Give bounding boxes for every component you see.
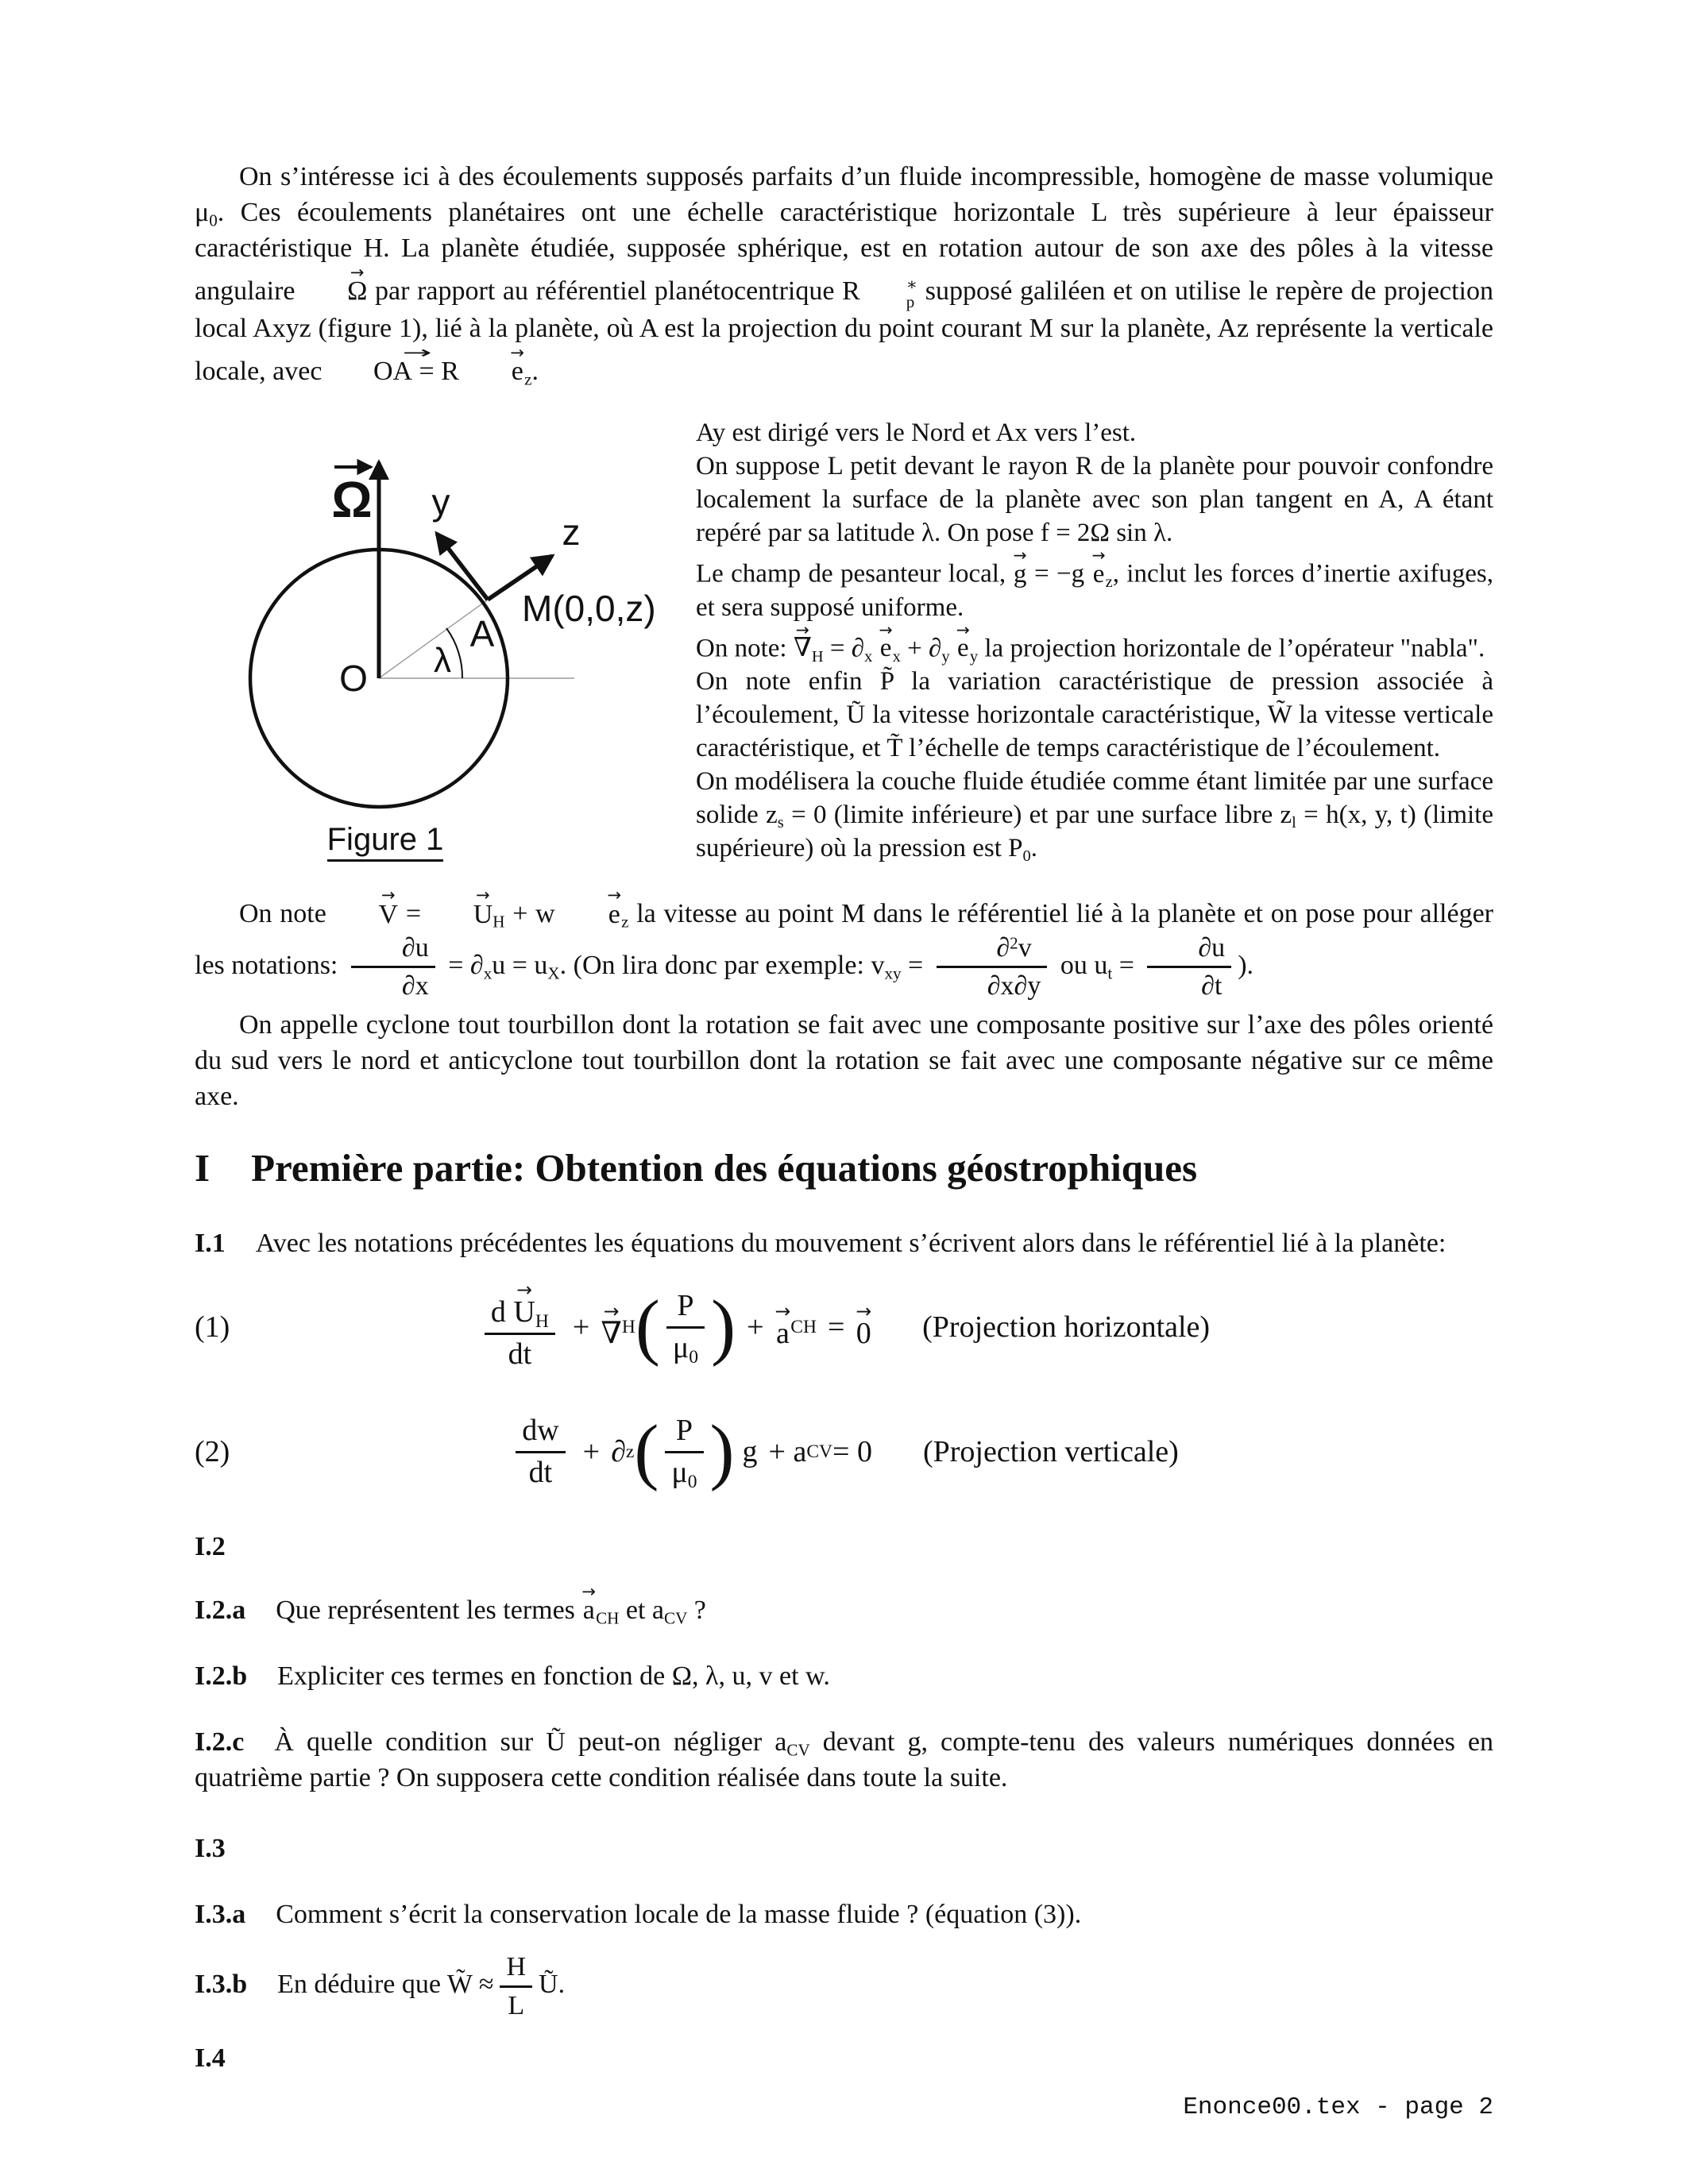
g-symbol: g	[1013, 559, 1027, 588]
question-text: devant g, compte-tenu des valeurs numériques données en quatrième partie ? On supposera cette condition réalisée dans toute la suite.	[195, 1727, 1493, 1792]
vector-arrow-icon: →	[603, 1300, 620, 1323]
text: = −g	[1026, 559, 1092, 588]
equation-1-note: (Projection horizontale)	[922, 1310, 1211, 1345]
question-I3b	[195, 1951, 1493, 2021]
vector-nabla-H	[601, 1300, 622, 1351]
vector-zero	[856, 1300, 872, 1351]
x-subscript: x	[864, 647, 873, 666]
question-number: I.2	[195, 1531, 226, 1561]
text: Le champ de pesanteur local,	[696, 559, 1014, 588]
denominator: ∂x∂y	[987, 971, 1041, 1001]
z-subscript: z	[621, 912, 629, 932]
denominator	[666, 1329, 705, 1366]
text: . Ces écoulements planétaires ont une échelle caractéristique horizontale L très supérieure à leur épaisseur caractéristique H. La planète étudiée, supposée sphérique, est en rotation autour de son axe des pôles à la vitesse angulaire	[195, 198, 1493, 307]
approx-symbol: ≈	[478, 1969, 494, 1999]
question-number: I.2.c	[195, 1727, 245, 1757]
numerator: H	[500, 1951, 532, 1988]
text: u = u	[492, 950, 548, 980]
vector-arrow-icon: →	[795, 619, 809, 639]
side-paragraph-6	[696, 765, 1493, 865]
text: supposé galiléen et on utilise le repère de projection local Axyz (figure 1), lié à la planète, où A est la projection du point courant M sur la planète, Az représente la verticale locale, avec	[195, 276, 1493, 386]
mu-symbol: μ	[672, 1330, 689, 1364]
question-number: I.4	[195, 2043, 226, 2074]
equation-1	[195, 1279, 1493, 1372]
vector-arrow-icon: →	[1013, 545, 1027, 565]
question-I2b	[195, 1658, 1493, 1694]
text: On modélisera la couche fluide étudiée comme étant limitée par une surface solide z	[696, 767, 1493, 830]
vector-ey	[956, 619, 970, 663]
text: + w	[504, 899, 563, 929]
omega-label: Ω	[331, 470, 373, 528]
e-symbol: e	[511, 356, 523, 386]
cyclone-definition-paragraph: On appelle cyclone tout tourbillon dont la rotation se fait avec une composante positive sur l’axe des pôles orienté du sud vers le nord et anticyclone tout tourbillon dont la rotation se fait avec une composante négative sur ce même axe.	[195, 1009, 1493, 1111]
text: =	[823, 634, 852, 663]
question-I3a	[195, 1897, 1493, 1932]
denominator: ∂t	[1201, 971, 1223, 1001]
numerator: P	[665, 1414, 703, 1453]
vector-nabla	[793, 619, 812, 663]
partial-symbol: ∂	[611, 1435, 626, 1469]
plus-a-term: + a	[768, 1435, 807, 1469]
z-subscript: z	[1105, 573, 1113, 591]
text: =	[398, 899, 429, 929]
vector-omega	[303, 262, 368, 307]
d2v-dxdy-fraction	[937, 932, 1048, 1002]
a-symbol: a	[775, 1317, 790, 1351]
text: la projection horizontale de l’opérateur "nabla".	[978, 634, 1485, 663]
z-subscript: z	[524, 369, 532, 389]
page-footer: Enonce00.tex - page 2	[1183, 2093, 1493, 2121]
vector-arrow-icon: →	[476, 885, 490, 905]
mu-subscript: 0	[209, 210, 218, 230]
e-symbol: e	[957, 634, 969, 663]
text: = R	[412, 356, 466, 386]
du-dx-fraction	[351, 932, 435, 1002]
vector-arrow-icon: →	[510, 341, 525, 362]
sup-star: ∗	[906, 274, 918, 294]
X-subscript: X	[547, 963, 560, 982]
equals-zero: = 0	[832, 1435, 872, 1469]
numerator: dw	[516, 1414, 565, 1453]
text: ).	[1238, 950, 1254, 980]
question-text: À quelle condition sur Ũ peut-on négliger a	[274, 1727, 787, 1757]
dw-dt-fraction	[516, 1414, 565, 1491]
mu-symbol: μ	[671, 1455, 688, 1489]
denominator: ∂x	[401, 971, 429, 1001]
equals-operator: =	[827, 1310, 845, 1345]
partial-y: ∂	[929, 634, 942, 663]
section-heading	[195, 1146, 1493, 1190]
CV-subscript: CV	[664, 1608, 688, 1628]
figure-and-sidetext-row	[195, 407, 1493, 865]
referential-supsub	[862, 276, 917, 311]
vector-V	[334, 885, 399, 929]
vector-a-CH	[581, 1580, 597, 1625]
vector-ez	[465, 341, 525, 386]
question-number: I.2.b	[195, 1661, 248, 1691]
question-I3	[195, 1831, 1493, 1866]
vector-ez	[1091, 545, 1106, 588]
text: .	[1030, 834, 1037, 863]
plus-operator: +	[582, 1435, 601, 1469]
vector-arrow-icon: →	[856, 1300, 872, 1323]
text: =	[901, 950, 930, 980]
H-subscript: H	[535, 1311, 549, 1333]
V-symbol: V	[378, 899, 399, 929]
numerator: ∂u	[351, 932, 435, 969]
l-subscript: l	[1292, 814, 1296, 832]
vector-UH	[429, 885, 493, 929]
x-subscript: x	[892, 647, 901, 666]
equation-1-label: (1)	[195, 1310, 230, 1345]
center-O-label: O	[339, 657, 368, 699]
vector-a-CH	[774, 1300, 791, 1351]
s-subscript: s	[777, 814, 784, 832]
point-M-label: M(0,0,z)	[522, 587, 656, 629]
CH-subscript: CH	[596, 1608, 620, 1628]
text: = 0 (limite inférieure) et par une surface libre z	[783, 801, 1292, 830]
text: la vitesse au point M dans le référentiel lié à la planète et on pose pour alléger les notations:	[195, 899, 1494, 980]
CV-subscript: CV	[786, 1740, 810, 1760]
referential-symbol: R	[842, 276, 860, 307]
P-mu0-fraction	[665, 1414, 703, 1491]
U-symbol: U	[473, 899, 493, 929]
text: On s’intéresse ici à des écoulements supposés parfaits d’un fluide incompressible, homogène de masse volumique	[239, 162, 1493, 191]
equation-2-note: (Projection verticale)	[922, 1435, 1179, 1469]
zero-subscript: 0	[687, 1471, 697, 1492]
text: On note:	[696, 634, 794, 663]
text: .	[531, 356, 539, 386]
side-paragraph-3	[696, 545, 1493, 624]
vector-g	[1013, 545, 1027, 588]
zero-subscript: 0	[689, 1346, 699, 1368]
plus-operator: +	[747, 1310, 764, 1345]
figure-caption-text: Figure 1	[327, 822, 444, 862]
question-I2	[195, 1529, 1493, 1565]
section-title: Première partie: Obtention des équations géostrophiques	[251, 1145, 1198, 1190]
v-symbol: v	[1018, 932, 1032, 963]
z-axis-label: z	[562, 511, 581, 553]
text: =	[1112, 950, 1141, 980]
figure-side-text	[696, 407, 1493, 865]
partial-x: ∂	[851, 634, 865, 663]
H-L-fraction	[500, 1951, 532, 2021]
text: ou u	[1053, 950, 1108, 980]
text: . (On lira donc par exemple: v	[559, 950, 885, 980]
question-number: I.3.b	[195, 1969, 248, 1999]
y-subscript: y	[969, 647, 979, 666]
side-paragraph-1: Ay est dirigé vers le Nord et Ax vers l’est.	[696, 418, 1137, 447]
side-paragraph-5: On note enfin P̃ la variation caractéristique de pression associée à l’écoulement, Ũ la vitesse horizontale caractéristique, W̃ la vitesse verticale caractéristique, et T̃ l’échelle de temps caractéristique de l’écoulement.	[696, 667, 1493, 763]
velocity-notation-paragraph	[195, 885, 1494, 1002]
question-number: I.3	[195, 1833, 226, 1863]
equation-2	[195, 1410, 1493, 1493]
figure-caption	[195, 822, 576, 858]
du-dt-fraction	[1147, 932, 1231, 1002]
question-number: I.2.a	[195, 1595, 246, 1625]
vector-UH	[513, 1279, 535, 1329]
vector-arrow-icon: →	[402, 341, 432, 362]
text: = h(x, y, t) (limite supérieure) où la pression est P	[696, 801, 1494, 863]
t-subscript: t	[1107, 963, 1113, 982]
nabla-symbol: ∇	[793, 634, 812, 663]
intro-paragraph	[195, 159, 1493, 389]
equation-1-math: d → U $_H$ dt + → ∇ H ( $\frac{P}{\mu_0}$ ) + → a CH = → 0	[478, 1282, 871, 1372]
x-subscript: x	[483, 963, 492, 982]
text: +	[900, 634, 929, 663]
vector-arrow-icon: →	[607, 885, 622, 905]
sub-p: p	[906, 291, 915, 311]
vector-arrow-icon: →	[774, 1300, 791, 1323]
figure-1-cell	[195, 407, 696, 865]
text: On note	[239, 899, 334, 929]
vector-arrow-icon: →	[350, 262, 365, 282]
vector-ex	[879, 619, 893, 663]
e-symbol: e	[608, 899, 620, 929]
text-block	[195, 0, 1493, 2076]
H-subscript: H	[811, 647, 824, 666]
question-I2c	[195, 1724, 1493, 1796]
text: par rapport au référentiel planétocentrique	[367, 276, 843, 307]
side-paragraph-2: On suppose L petit devant le rayon R de la planète pour pouvoir confondre localement la surface de la planète avec son plan tangent en A, A étant repéré par sa latitude λ. On pose f = 2Ω sin λ.	[696, 451, 1493, 547]
e-symbol: e	[1092, 559, 1105, 588]
question-text: En déduire que W̃	[277, 1969, 479, 1999]
d-symbol: d	[490, 1295, 514, 1329]
vector-arrow-icon: →	[956, 619, 970, 639]
vector-arrow-icon: →	[1091, 545, 1106, 565]
equation-2-label: (2)	[195, 1435, 230, 1469]
denominator	[665, 1453, 703, 1491]
numerator	[485, 1279, 555, 1335]
vector-ez	[562, 885, 622, 929]
e-symbol: e	[879, 634, 892, 663]
mu-symbol: μ	[195, 198, 210, 227]
equation-2-math: $\frac{dw}{dt}$ + ∂ z ( $\frac{P}{\mu_0}$ ) g + a CV = 0	[509, 1414, 872, 1491]
question-I2a	[195, 1580, 1493, 1628]
numerator: P	[666, 1289, 705, 1329]
question-number: I.3.a	[195, 1899, 246, 1929]
y-subscript: y	[941, 647, 950, 666]
question-text: ?	[687, 1595, 706, 1625]
zero-symbol: 0	[856, 1317, 871, 1351]
question-number: I.1	[195, 1229, 226, 1259]
question-I1	[195, 1225, 1493, 1261]
denominator: dt	[508, 1337, 532, 1372]
lambda-label: λ	[434, 640, 451, 680]
H-subscript: H	[492, 912, 505, 932]
question-text: Ũ.	[539, 1969, 566, 1999]
vector-arrow-icon: →	[581, 1580, 597, 1601]
vector-arrow-icon: →	[879, 619, 893, 639]
plus-operator: +	[572, 1310, 590, 1345]
xy-subscript: xy	[884, 963, 902, 982]
question-I4	[195, 2040, 1493, 2076]
g-symbol: g	[742, 1435, 758, 1469]
P-mu0-fraction	[666, 1289, 705, 1366]
partial-symbol: ∂	[996, 932, 1010, 963]
U-symbol: U	[513, 1295, 535, 1329]
dUH-dt-fraction	[485, 1279, 555, 1372]
text: , inclut les forces d’inertie axifuges, et sera supposé uniforme.	[696, 559, 1493, 622]
question-text: et a	[619, 1595, 665, 1625]
numerator: ∂u	[1147, 932, 1231, 969]
question-text: Avec les notations précédentes les équations du mouvement s’écrivent alors dans le référentiel lié à la planète:	[255, 1229, 1447, 1259]
text: = ∂	[441, 950, 484, 980]
question-text: Que représentent les termes	[276, 1595, 582, 1625]
point-A-label: A	[469, 612, 495, 654]
y-axis-label: y	[431, 480, 450, 523]
denominator: L	[508, 1990, 525, 2020]
squared-superscript: 2	[1010, 933, 1018, 953]
section-number: I	[195, 1145, 211, 1190]
figure-1-diagram	[195, 435, 695, 810]
denominator: dt	[528, 1455, 553, 1489]
vector-arrow-icon: →	[516, 1279, 533, 1302]
a-symbol: a	[582, 1595, 595, 1625]
nabla-symbol: ∇	[601, 1317, 622, 1351]
zero-subscript: 0	[1022, 847, 1031, 866]
vector-OA	[329, 341, 432, 386]
numerator	[937, 932, 1048, 969]
question-text: Comment s’écrit la conservation locale de la masse fluide ? (équation (3)).	[276, 1899, 1082, 1929]
side-paragraph-4	[696, 619, 1493, 666]
vector-arrow-icon: →	[380, 885, 396, 905]
OA-symbol: OA	[373, 356, 413, 386]
omega-symbol: Ω	[347, 276, 368, 307]
question-text: Expliciter ces termes en fonction de Ω, λ, u, v et w.	[277, 1661, 830, 1691]
